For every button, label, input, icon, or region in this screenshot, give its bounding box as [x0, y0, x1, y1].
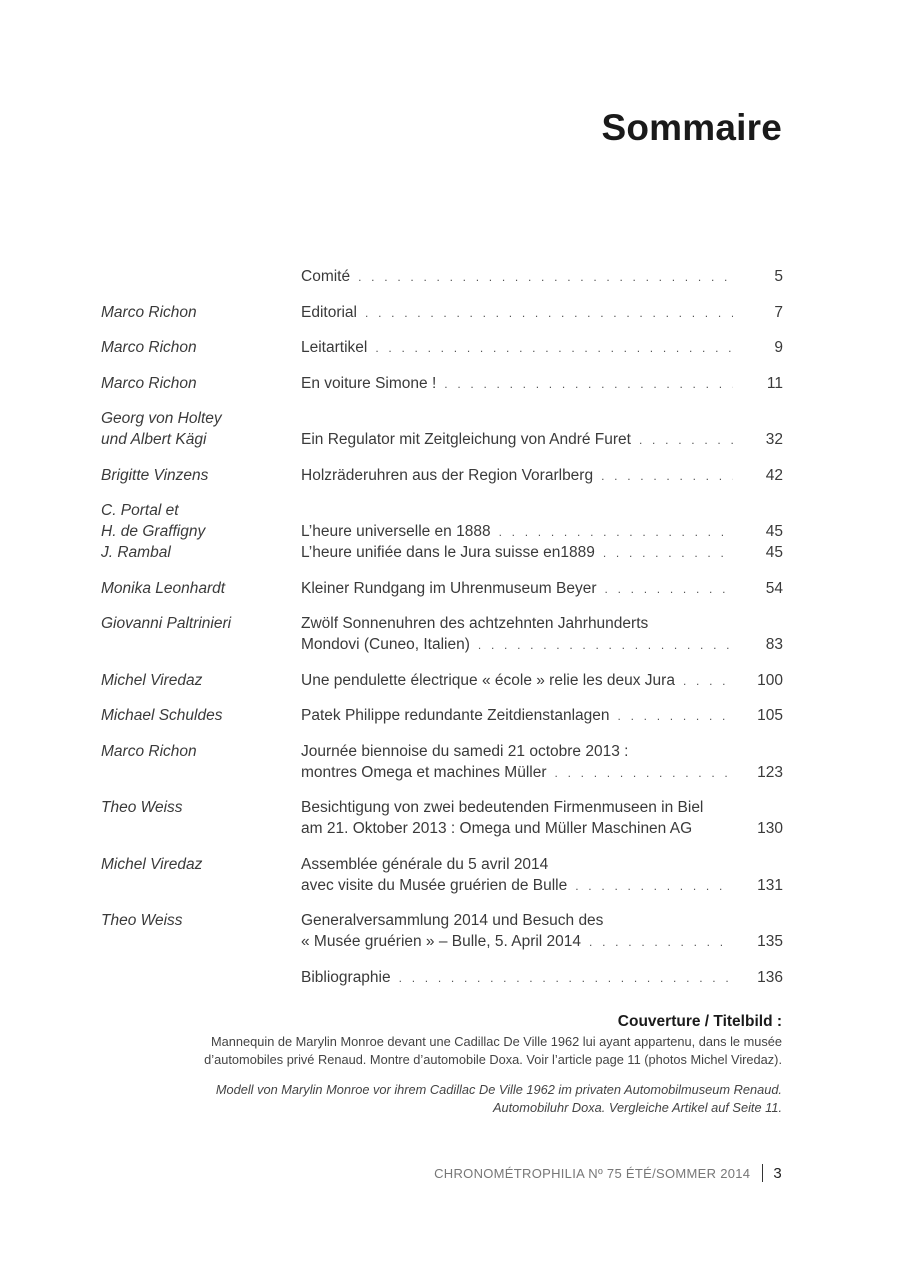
dot-leader: [358, 267, 733, 288]
toc-titles: [301, 500, 783, 563]
toc-entry: [0, 670, 900, 691]
dot-leader: [639, 430, 733, 451]
footer-divider: [762, 1164, 763, 1182]
toc-entry: [0, 741, 900, 783]
toc-author: Brigitte Vinzens: [101, 466, 209, 484]
page-ref: 32: [765, 431, 783, 448]
toc-author: [0, 266, 301, 287]
toc-titles: [301, 797, 783, 839]
dot-leader: [601, 466, 733, 487]
toc-titles: [301, 705, 783, 726]
dot-leader: [605, 579, 733, 600]
toc-line: [301, 429, 783, 450]
toc-author: Michel Viredaz: [101, 671, 203, 689]
article-title: L’heure unifiée dans le Jura suisse en1889: [301, 544, 595, 561]
page-ref: 9: [774, 339, 783, 356]
toc-author: Michael Schuldes: [101, 707, 223, 724]
cover-de-line: Modell von Marylin Monroe vor ihrem Cadillac De Ville 1962 im privaten Automobilmuseum Renaud.: [215, 1082, 782, 1097]
toc-entry: [0, 302, 900, 323]
toc-line: [301, 741, 783, 762]
toc-author: Marco Richon: [101, 374, 197, 392]
toc-line: [301, 465, 783, 486]
dot-leader: [478, 635, 733, 656]
page-ref: 131: [757, 876, 783, 894]
toc-titles: [301, 408, 783, 450]
toc-line: [301, 910, 783, 931]
toc-entry: [0, 854, 900, 896]
toc-entry: [0, 500, 900, 563]
page-number: 3: [773, 1164, 782, 1182]
toc-entry: [0, 337, 900, 358]
page-ref: 105: [757, 707, 783, 724]
table-of-contents: [0, 266, 900, 1002]
toc-entry: [0, 910, 900, 952]
toc-titles: [301, 741, 783, 783]
toc-line: [301, 875, 783, 896]
dot-leader: [603, 543, 733, 564]
article-title: Ein Regulator mit Zeitgleichung von André Furet: [301, 431, 631, 448]
article-title: Zwölf Sonnenuhren des achtzehnten Jahrhunderts: [301, 615, 649, 632]
toc-line: [301, 521, 783, 542]
toc-line: [301, 854, 783, 875]
toc-line: [301, 578, 783, 599]
toc-titles: [301, 670, 783, 691]
toc-author: Michel Viredaz: [101, 855, 203, 873]
dot-leader: [555, 763, 733, 784]
toc-line: [301, 266, 783, 287]
toc-entry: [0, 705, 900, 726]
article-title: Patek Philippe redundante Zeitdienstanlagen: [301, 707, 610, 724]
toc-entry: [0, 613, 900, 655]
toc-entry: [0, 465, 900, 486]
toc-titles: [301, 302, 783, 323]
toc-author: Theo Weiss: [101, 799, 183, 816]
page-ref: 130: [757, 820, 783, 837]
page-ref: 5: [774, 268, 783, 285]
article-title: Holzräderuhren aus der Region Vorarlberg: [301, 466, 594, 484]
cover-heading: Couverture / Titelbild :: [617, 1013, 782, 1030]
dot-leader: [589, 932, 733, 953]
toc-entry: [0, 408, 900, 450]
toc-author: C. Portal et H. de Graffigny J. Rambal: [101, 502, 206, 561]
toc-author: Marco Richon: [101, 339, 197, 356]
page-title: Sommaire: [601, 106, 782, 148]
dot-leader: [444, 374, 733, 395]
toc-entry: [0, 266, 900, 287]
toc-titles: [301, 910, 783, 952]
toc-titles: [301, 613, 783, 655]
cover-caption: [204, 1013, 782, 1117]
page-ref: 45: [765, 544, 783, 561]
article-title: Kleiner Rundgang im Uhrenmuseum Beyer: [301, 579, 597, 597]
toc-entry: [0, 373, 900, 394]
page-ref: 100: [757, 671, 783, 689]
toc-line: [301, 613, 783, 634]
toc-line: [301, 931, 783, 952]
article-title: Mondovi (Cuneo, Italien): [301, 636, 470, 653]
toc-titles: [301, 465, 783, 486]
article-title: Une pendulette électrique « école » relie les deux Jura: [301, 671, 675, 689]
toc-line: [301, 762, 783, 783]
toc-line: [301, 670, 783, 691]
dot-leader: [575, 876, 733, 897]
toc-line: [301, 337, 783, 358]
toc-author: Theo Weiss: [101, 912, 183, 929]
cover-caption-french: [204, 1033, 782, 1069]
toc-author: [0, 967, 301, 988]
toc-author: Marco Richon: [101, 303, 197, 321]
cover-de-line: Automobiluhr Doxa. Vergleiche Artikel auf Seite 11.: [492, 1100, 782, 1115]
toc-author: Giovanni Paltrinieri: [101, 615, 232, 632]
cover-fr-line: Mannequin de Marylin Monroe devant une Cadillac De Ville 1962 lui ayant appartenu, dans le musée: [210, 1034, 782, 1049]
toc-titles: [301, 266, 783, 287]
article-title: Journée biennoise du samedi 21 octobre 2013 :: [301, 742, 629, 760]
toc-line: [301, 500, 783, 521]
toc-titles: [301, 337, 783, 358]
toc-titles: [301, 967, 783, 988]
toc-author: Georg von Holtey und Albert Kägi: [101, 410, 222, 448]
journal-name: CHRONOMÉTROPHILIA Nº 75 ÉTÉ/SOMMER 2014: [434, 1165, 751, 1181]
page-ref: 83: [765, 636, 783, 653]
toc-line: [301, 408, 783, 429]
article-title: En voiture Simone !: [301, 374, 437, 392]
toc-entry: [0, 578, 900, 599]
page-ref: 42: [765, 466, 783, 484]
dot-leader: [499, 522, 733, 543]
article-title: Generalversammlung 2014 und Besuch des: [301, 912, 604, 929]
toc-line: [301, 634, 783, 655]
article-title: Comité: [301, 268, 351, 285]
toc-line: [301, 302, 783, 323]
cover-fr-line: d’automobiles privé Renaud. Montre d’automobile Doxa. Voir l’article page 11 (photos Michel Viredaz).: [204, 1052, 782, 1067]
toc-titles: [301, 373, 783, 394]
toc-line: [301, 542, 783, 563]
toc-line: [301, 705, 783, 726]
dot-leader: [618, 706, 733, 727]
page-ref: 123: [757, 763, 783, 781]
toc-entry: [0, 967, 900, 988]
article-title: Bibliographie: [301, 968, 391, 986]
cover-caption-german: [204, 1081, 782, 1117]
page-ref: 7: [774, 303, 783, 321]
toc-titles: [301, 578, 783, 599]
article-title: avec visite du Musée gruérien de Bulle: [301, 876, 568, 894]
toc-line: [301, 797, 783, 818]
page-ref: 136: [757, 968, 783, 986]
article-title: Editorial: [301, 303, 357, 321]
page-ref: 45: [765, 523, 783, 540]
article-title: Leitartikel: [301, 339, 368, 356]
page-footer: [434, 1164, 782, 1182]
toc-line: [301, 967, 783, 988]
dot-leader: [365, 303, 733, 324]
toc-line: [301, 373, 783, 394]
toc-line: [301, 818, 783, 839]
article-title: « Musée gruérien » – Bulle, 5. April 2014: [301, 933, 582, 950]
dot-leader: [399, 968, 733, 989]
page-ref: 54: [765, 579, 783, 597]
article-title: montres Omega et machines Müller: [301, 763, 547, 781]
article-title: am 21. Oktober 2013 : Omega und Müller Maschinen AG: [301, 820, 693, 837]
toc-author: Monika Leonhardt: [101, 579, 226, 597]
page-ref: 11: [766, 374, 783, 392]
toc-author: Marco Richon: [101, 742, 197, 760]
dot-leader: [683, 671, 733, 692]
article-title: Besichtigung von zwei bedeutenden Firmenmuseen in Biel: [301, 799, 704, 816]
page-ref: 135: [757, 933, 783, 950]
article-title: Assemblée générale du 5 avril 2014: [301, 855, 549, 873]
dot-leader: [375, 338, 733, 359]
toc-entry: [0, 797, 900, 839]
toc-titles: [301, 854, 783, 896]
article-title: L’heure universelle en 1888: [301, 523, 491, 540]
